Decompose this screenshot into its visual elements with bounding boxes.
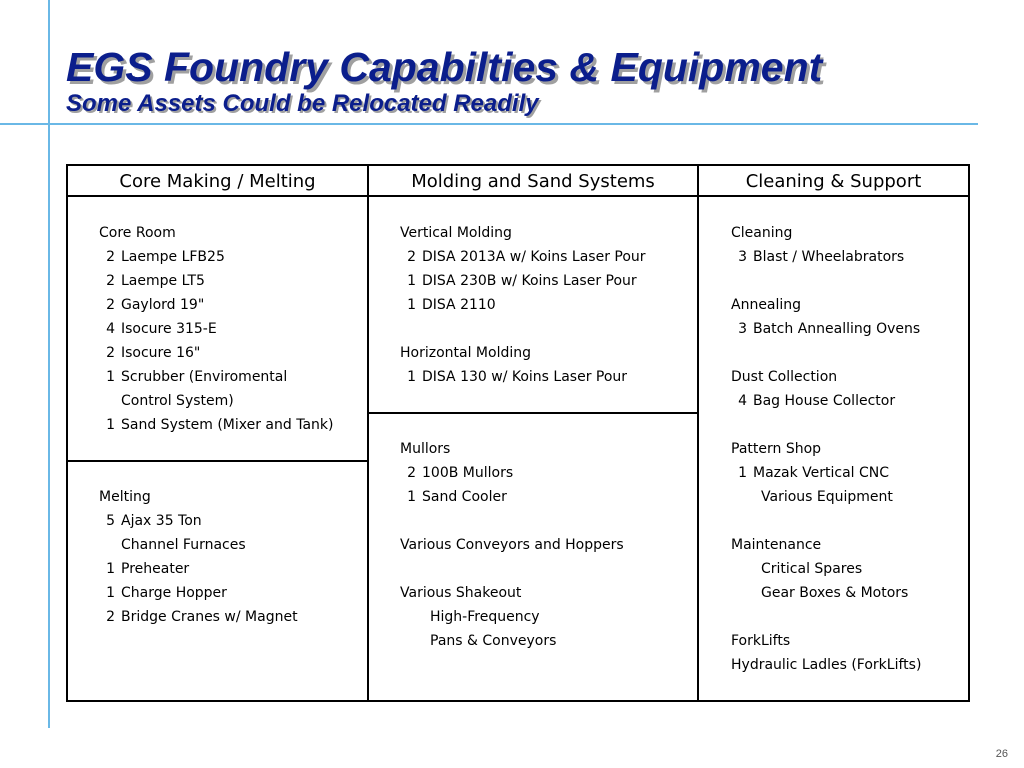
vertical-accent-line <box>48 0 50 728</box>
spacer <box>400 509 624 533</box>
core-room-section <box>99 221 333 437</box>
list-item: 2 Bridge Cranes w/ Magnet <box>106 609 298 625</box>
list-item: 5 Ajax 35 Ton <box>106 513 202 529</box>
melting-section <box>99 485 298 629</box>
list-item: 1 Preheater <box>106 561 190 577</box>
shakeout-heading: Various Shakeout <box>400 585 522 601</box>
list-item: Pans & Conveyors <box>430 633 557 649</box>
page-number: 26 <box>995 748 1008 760</box>
list-item: 1 DISA 230B w/ Koins Laser Pour <box>407 273 637 289</box>
list-item: 1 DISA 2110 <box>407 297 496 313</box>
column-divider-2 <box>697 166 699 700</box>
list-item: 1 Sand System (Mixer and Tank) <box>106 417 334 433</box>
equipment-table <box>66 164 970 702</box>
column-header-molding: Molding and Sand Systems <box>411 171 655 192</box>
list-item: 2 Isocure 16" <box>106 345 201 361</box>
list-item: 1 Scrubber (Enviromental <box>106 369 288 385</box>
list-item: 1 Charge Hopper <box>106 585 227 601</box>
core-room-heading: Core Room <box>99 225 176 241</box>
list-item: 2 DISA 2013A w/ Koins Laser Pour <box>407 249 646 265</box>
slide-title: EGS Foundry Capabilties & Equipment <box>66 44 823 90</box>
molding-section <box>400 221 646 389</box>
column-header-cleaning: Cleaning & Support <box>745 171 922 192</box>
list-item: 1 DISA 130 w/ Koins Laser Pour <box>407 369 628 385</box>
vertical-molding-heading: Vertical Molding <box>400 225 512 241</box>
list-item: 3 Batch Annealling Ovens <box>738 321 921 337</box>
sand-systems-section <box>400 437 624 653</box>
annealing-heading: Annealing <box>731 297 802 313</box>
column-header-core-making: Core Making / Melting <box>119 171 316 192</box>
spacer <box>731 509 921 533</box>
pattern-shop-heading: Pattern Shop <box>731 441 822 457</box>
slide-subtitle: Some Assets Could be Relocated Readily <box>66 90 539 117</box>
list-item: 2 100B Mullors <box>407 465 514 481</box>
list-item: Channel Furnaces <box>121 537 246 553</box>
list-item: 2 Laempe LT5 <box>106 273 205 289</box>
column-divider-1 <box>367 166 369 700</box>
conveyors-heading: Various Conveyors and Hoppers <box>400 537 624 553</box>
list-item: 2 Laempe LFB25 <box>106 249 225 265</box>
spacer <box>400 317 646 341</box>
list-item: 4 Bag House Collector <box>738 393 896 409</box>
list-item: High-Frequency <box>430 609 540 625</box>
list-item: Critical Spares <box>761 561 863 577</box>
list-item: 4 Isocure 315-E <box>106 321 217 337</box>
list-item: Gear Boxes & Motors <box>761 585 909 601</box>
maintenance-heading: Maintenance <box>731 537 822 553</box>
list-item: Control System) <box>121 393 234 409</box>
list-item: 3 Blast / Wheelabrators <box>738 249 905 265</box>
col2-section-divider <box>368 412 698 414</box>
list-item: 2 Gaylord 19" <box>106 297 205 313</box>
dust-collection-heading: Dust Collection <box>731 369 838 385</box>
spacer <box>731 341 921 365</box>
mullors-heading: Mullors <box>400 441 451 457</box>
horizontal-molding-heading: Horizontal Molding <box>400 345 532 361</box>
ladles-heading: Hydraulic Ladles (ForkLifts) <box>731 657 922 673</box>
list-item: 1 Mazak Vertical CNC <box>738 465 890 481</box>
cleaning-heading: Cleaning <box>731 225 793 241</box>
spacer <box>400 557 624 581</box>
forklifts-heading: ForkLifts <box>731 633 791 649</box>
spacer <box>731 605 921 629</box>
list-item: Various Equipment <box>761 489 893 505</box>
col1-section-divider <box>68 460 368 462</box>
spacer <box>731 269 921 293</box>
cleaning-support-section <box>731 221 921 677</box>
list-item: 1 Sand Cooler <box>407 489 507 505</box>
horizontal-accent-line <box>0 123 978 125</box>
spacer <box>731 413 921 437</box>
melting-heading: Melting <box>99 489 151 505</box>
